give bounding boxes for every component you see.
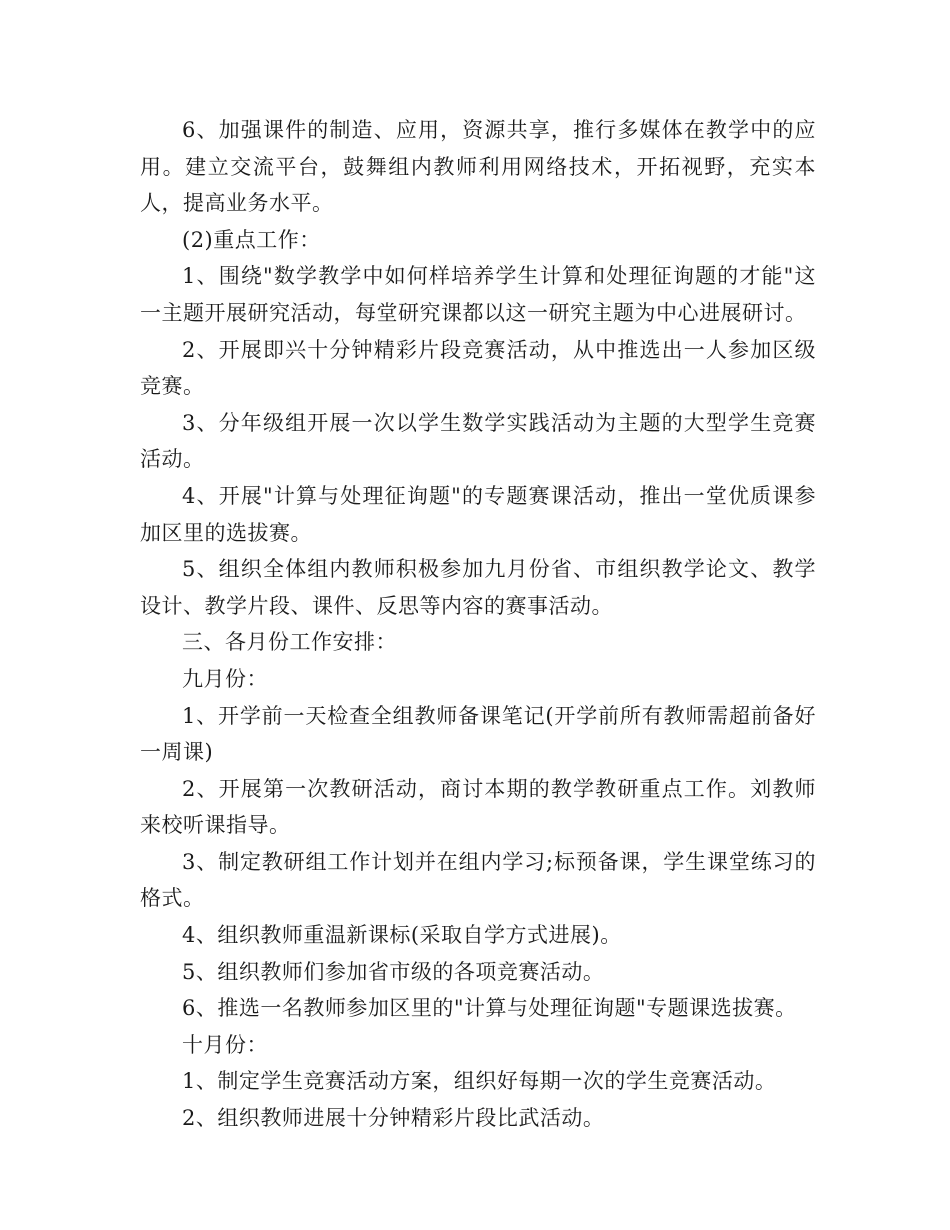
section-heading-key-work: (2)重点工作： (182, 227, 321, 252)
section-heading-monthly-plan: 三、各月份工作安排： (182, 630, 397, 655)
month-heading-september: 九月份： (182, 666, 268, 691)
paragraph-special-lesson: 4、开展"计算与处理征询题"的专题赛课活动，推出一堂优质课参加区里的选拔赛。 (140, 483, 816, 545)
october-item-1: 1、制定学生竞赛活动方案，组织好每期一次的学生竞赛活动。 (182, 1069, 777, 1094)
september-item-5: 5、组织教师们参加省市级的各项竞赛活动。 (182, 959, 605, 984)
paragraph-teacher-events: 5、组织全体组内教师积极参加九月份省、市组织教学论文、教学设计、教学片段、课件、反思等内容的赛事活动。 (140, 557, 816, 618)
paragraph-research-topic: 1、围绕"数学教学中如何样培养学生计算和处理征询题的才能"这一主题开展研究活动，每堂研究课都以这一研究主题为中心进展研讨。 (140, 264, 816, 325)
september-item-2: 2、开展第一次教研活动，商讨本期的教学教研重点工作。刘教师来校听课指导。 (140, 776, 816, 838)
month-heading-october: 十月份： (182, 1032, 268, 1057)
paragraph-ten-minute-contest: 2、开展即兴十分钟精彩片段竞赛活动，从中推选出一人参加区级竞赛。 (140, 337, 816, 399)
september-item-6: 6、推选一名教师参加区里的"计算与处理征询题"专题课选拔赛。 (182, 996, 797, 1021)
september-item-4: 4、组织教师重温新课标(采取自学方式进展)。 (182, 923, 622, 948)
document-body (140, 112, 816, 1137)
september-item-3: 3、制定教研组工作计划并在组内学习;标预备课，学生课堂练习的格式。 (140, 849, 816, 911)
september-item-1: 1、开学前一天检查全组教师备课笔记(开学前所有教师需超前备好一周课) (140, 703, 816, 765)
paragraph-grade-competition: 3、分年级组开展一次以学生数学实践活动为主题的大型学生竞赛活动。 (140, 410, 816, 472)
paragraph-courseware: 6、加强课件的制造、应用，资源共享，推行多媒体在教学中的应用。建立交流平台，鼓舞组内教师利用网络技术，开拓视野，充实本人，提高业务水平。 (140, 118, 816, 216)
october-item-2: 2、组织教师进展十分钟精彩片段比武活动。 (182, 1106, 605, 1131)
